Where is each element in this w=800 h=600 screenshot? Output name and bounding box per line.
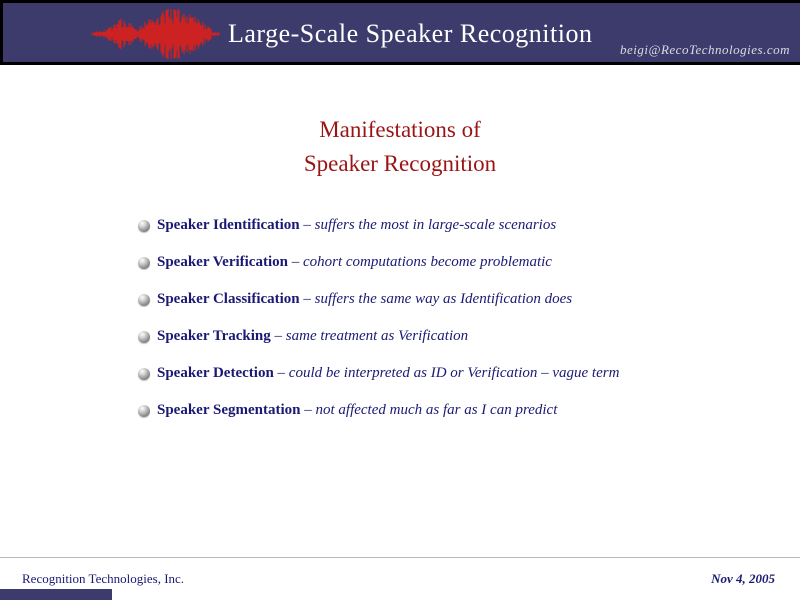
bullet-description: not affected much as far as I can predict [315, 402, 558, 418]
bullet-term: Speaker Identification [157, 217, 300, 233]
presentation-title: Large-Scale Speaker Recognition [228, 19, 593, 48]
bullet-separator: – [270, 328, 286, 344]
bullet-item [138, 318, 778, 355]
author-email: beigi@RecoTechnologies.com [620, 42, 790, 57]
bullet-separator: – [300, 402, 316, 418]
sphere-bullet-icon [138, 294, 150, 306]
waveform-icon [91, 7, 221, 61]
footer-company: Recognition Technologies, Inc. [22, 571, 185, 586]
bullet-separator: – [273, 365, 289, 381]
bullet-item [138, 355, 778, 392]
bullet-item [138, 244, 778, 281]
bullet-term: Speaker Detection [157, 365, 274, 381]
sphere-bullet-icon [138, 220, 150, 232]
bullet-description: suffers the most in large-scale scenarios [314, 217, 557, 233]
bullet-description: could be interpreted as ID or Verification – vague term [288, 365, 620, 381]
bullet-separator: – [299, 217, 315, 233]
bullet-term: Speaker Classification [157, 291, 300, 307]
bullet-separator: – [299, 291, 315, 307]
sphere-bullet-icon [138, 257, 150, 269]
sphere-bullet-icon [138, 331, 150, 343]
header-band [0, 0, 800, 65]
bullet-item [138, 207, 778, 244]
bullet-description: suffers the same way as Identification does [314, 291, 573, 307]
bullet-item [138, 392, 778, 429]
sphere-bullet-icon [138, 368, 150, 380]
bullet-text [157, 217, 556, 234]
bullet-term: Speaker Verification [157, 254, 288, 270]
bullet-term: Speaker Segmentation [157, 402, 301, 418]
bullet-text [157, 365, 619, 382]
bullet-text [157, 254, 552, 271]
bullet-text [157, 328, 468, 345]
slide-title-line2: Speaker Recognition [303, 151, 497, 176]
bullet-separator: – [287, 254, 303, 270]
slide-title-line1: Manifestations of [319, 117, 481, 142]
bullet-list [138, 207, 778, 429]
bullet-description: same treatment as Verification [285, 328, 469, 344]
footer-divider [0, 557, 800, 558]
footer-date: Nov 4, 2005 [711, 571, 775, 586]
bullet-text [157, 291, 572, 308]
bullet-term: Speaker Tracking [157, 328, 271, 344]
sphere-bullet-icon [138, 405, 150, 417]
bullet-description: cohort computations become problematic [302, 254, 552, 270]
bullet-item [138, 281, 778, 318]
slide-title [0, 113, 800, 181]
bullet-text [157, 402, 557, 419]
bottom-accent-bar [0, 589, 112, 600]
